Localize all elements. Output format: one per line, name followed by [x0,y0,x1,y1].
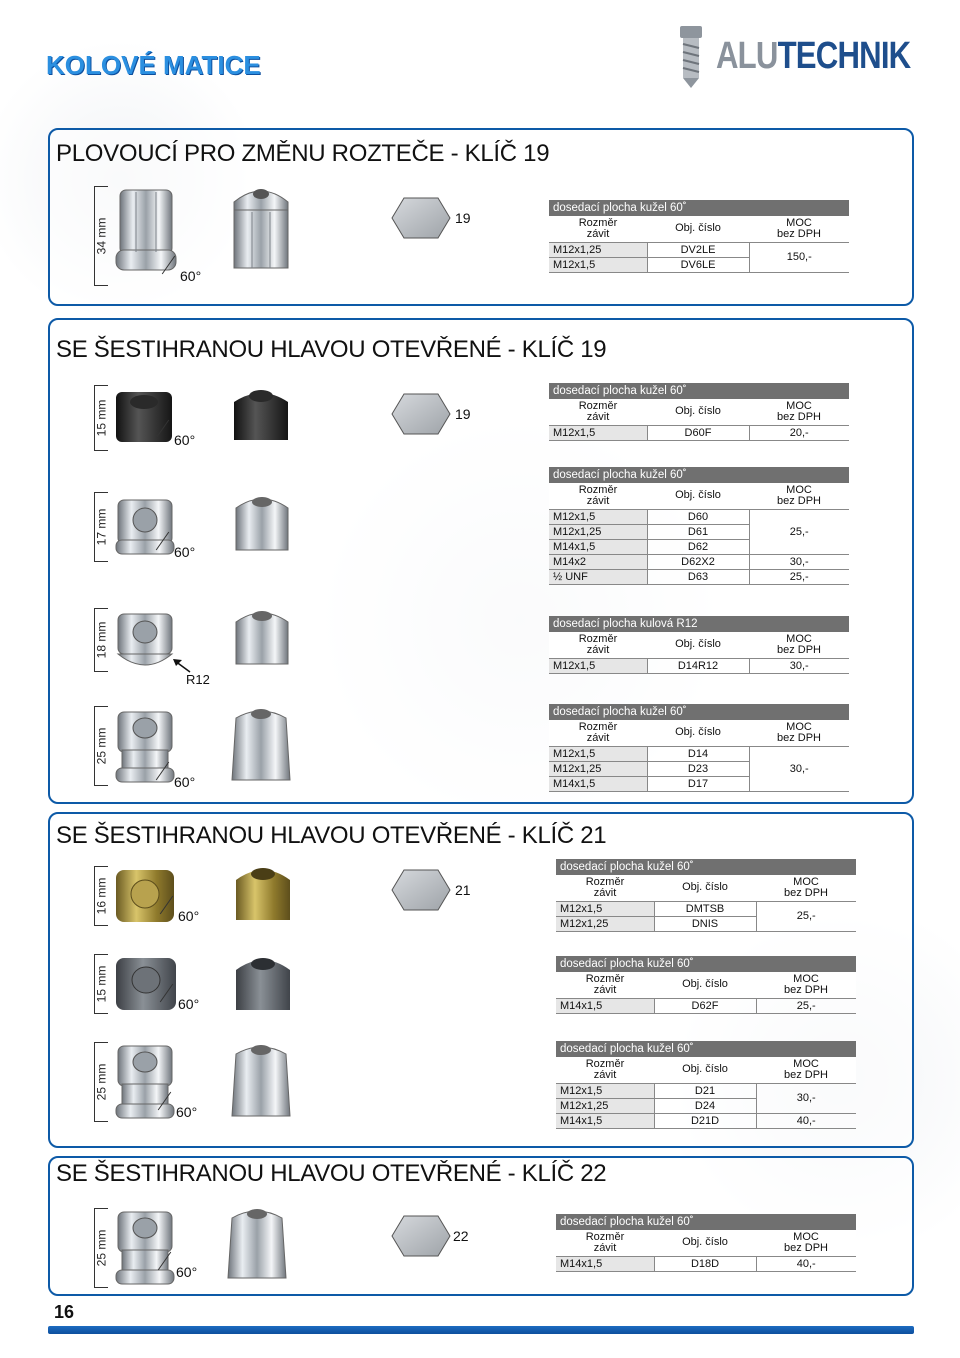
seat-type: dosedací plocha kužel 60˚ [556,956,856,972]
angle-label: 60° [174,544,195,560]
bolt-logo-icon [672,22,716,92]
hex-key-icon [390,196,452,240]
table-row: M12x1,5 D14 30,- [549,746,849,761]
dimension-marker: 17 mm [94,492,108,562]
nut-image-long-side [228,1040,294,1122]
seat-type: dosedací plocha kužel 60˚ [549,200,849,216]
table-row: M12x1,5 DV6LE [549,257,849,272]
seat-type: dosedací plocha kulová R12 [549,616,849,632]
table-row: M14x2 D62X2 30,- [549,554,849,569]
spec-table: dosedací plocha kulová R12 Rozměr závit Obj. číslo MOC bez DPH M12x1,5 D14R12 30,- [549,616,849,674]
table-row: M12x1,25 D24 [556,1098,856,1113]
spec-table: dosedací plocha kužel 60˚ Rozměr závit Obj. číslo MOC bez DPH M12x1,5 D60F 20,- [549,383,849,441]
table-row: M12x1,5 D21 30,- [556,1083,856,1098]
table-row: M12x1,25 D61 [549,524,849,539]
nut-image-zinc-side [230,950,296,1016]
nut-image-long-front [112,1206,178,1288]
key-size-label: 22 [453,1228,469,1244]
seat-type: dosedací plocha kužel 60˚ [549,383,849,399]
nut-image-floating-front [112,186,180,284]
table-row: M14x1,5 D17 [549,776,849,791]
spec-table: dosedací plocha kužel 60˚ Rozměr závit Obj. číslo MOC bez DPH M12x1,5 D60 25,- M12x1,25 D61 M14x1,5 D62 M14x2 D62X2 30,- ½ UNF D63 25,- [549,467,849,585]
nut-image-gold-side [230,860,296,926]
spec-table: dosedací plocha kužel 60˚ Rozměr závit Obj. číslo MOC bez DPH M12x1,5 D14 30,- M12x1,25 D23 M14x1,5 D17 [549,704,849,792]
table-row: M12x1,5 D60 25,- [549,509,849,524]
dimension-marker: 18 mm [94,608,108,672]
table-row: ½ UNF D63 25,- [549,569,849,584]
table-row: M12x1,25 D23 [549,761,849,776]
angle-label: 60° [178,908,199,924]
angle-label: 60° [176,1104,197,1120]
spec-table: dosedací plocha kužel 60˚ Rozměr závit Obj. číslo MOC bez DPH M12x1,5 DMTSB 25,- M12x1,25 DNIS [556,859,856,932]
hex-key-icon [390,1214,452,1258]
nut-image-long-side [224,1204,290,1284]
section-title-floating: PLOVOUCÍ PRO ZMĚNU ROZTEČE - KLÍČ 19 [56,140,550,167]
angle-label: 60° [178,996,199,1012]
angle-label: 60° [174,432,195,448]
seat-type: dosedací plocha kužel 60˚ [549,704,849,720]
brand-logo [672,22,922,92]
dimension-marker: 25 mm [94,706,108,786]
angle-label: 60° [180,268,201,284]
footer-bar [48,1326,914,1334]
key-size-label: 19 [455,210,471,226]
angle-label: 60° [174,774,195,790]
section-title-key19: SE ŠESTIHRANOU HLAVOU OTEVŘENÉ - KLÍČ 19 [56,336,607,363]
section-title-key21: SE ŠESTIHRANOU HLAVOU OTEVŘENÉ - KLÍČ 21 [56,822,607,849]
table-row: M12x1,5 DMTSB 25,- [556,901,856,916]
hex-key-icon [390,392,452,436]
nut-image-ball-side [230,604,294,670]
table-row: M12x1,25 DV2LE 150,- [549,242,849,257]
page-title: KOLOVÉ MATICE [46,50,261,80]
angle-label: 60° [176,1264,197,1280]
key-size-label: 21 [455,882,471,898]
seat-type: dosedací plocha kužel 60˚ [549,467,849,483]
nut-image-long-side [228,704,294,786]
dimension-marker: 25 mm [94,1042,108,1122]
spec-table: dosedací plocha kužel 60˚ Rozměr závit Obj. číslo MOC bez DPH M14x1,5 D62F 25,- [556,956,856,1014]
nut-image-chrome-side [230,490,294,556]
nut-image-gold-front [112,864,178,928]
dimension-marker: 15 mm [94,954,108,1014]
nut-image-black-side [228,384,294,446]
dimension-marker: 25 mm [94,1208,108,1288]
radius-label: R12 [186,672,210,687]
table-row: M14x1,5 D62 [549,539,849,554]
hex-key-icon [390,868,452,912]
table-row: M12x1,5 D14R12 30,- [549,658,849,673]
nut-image-zinc-front [112,952,180,1016]
table-row: M14x1,5 D18D 40,- [556,1256,856,1271]
spec-table: dosedací plocha kužel 60˚ Rozměr závit Obj. číslo MOC bez DPH M12x1,5 D21 30,- M12x1,25 D24 M14x1,5 D21D 40,- [556,1041,856,1129]
seat-type: dosedací plocha kužel 60˚ [556,859,856,875]
logo-alu-text: ALU [716,35,778,77]
table-row: M12x1,5 D60F 20,- [549,425,849,440]
seat-type: dosedací plocha kužel 60˚ [556,1041,856,1057]
dimension-marker: 16 mm [94,866,108,926]
logo-technik-text: TECHNIK [777,35,911,77]
nut-image-ball-front [112,608,178,672]
dimension-marker: 15 mm [94,385,108,451]
section-title-key22: SE ŠESTIHRANOU HLAVOU OTEVŘENÉ - KLÍČ 22 [56,1160,607,1187]
nut-image-long-front [112,706,178,786]
key-size-label: 19 [455,406,471,422]
table-row: M12x1,25 DNIS [556,916,856,931]
spec-table: dosedací plocha kužel 60˚ Rozměr závit Obj. číslo MOC bez DPH M14x1,5 D18D 40,- [556,1214,856,1272]
dimension-marker: 34 mm [94,186,108,286]
seat-type: dosedací plocha kužel 60˚ [556,1214,856,1230]
table-row: M14x1,5 D62F 25,- [556,998,856,1013]
nut-image-chrome-front [112,494,178,560]
table-row: M14x1,5 D21D 40,- [556,1113,856,1128]
nut-image-floating-side [226,182,296,282]
spec-table: dosedací plocha kužel 60˚ Rozměr závit Obj. číslo MOC bez DPH M12x1,25 DV2LE 150,- M12x1,5 DV6LE [549,200,849,273]
page-number: 16 [54,1302,75,1322]
nut-image-long-front [112,1040,178,1122]
nut-image-black-front [112,388,176,448]
